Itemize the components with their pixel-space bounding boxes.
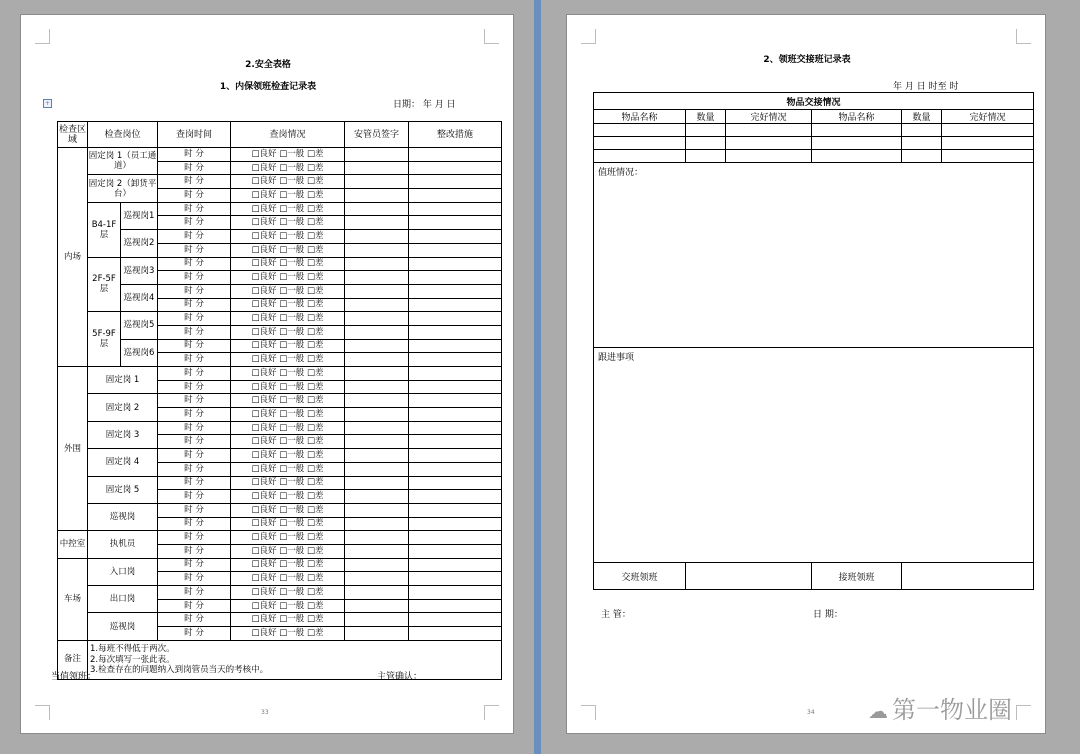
post-cell: 固定岗 1 [88,367,158,394]
status-cell: □良好 □一般 □差 [231,435,345,449]
col-header-item: 物品名称 [594,110,686,124]
measure-cell [409,421,502,435]
measure-cell [409,627,502,641]
signature-cell [345,298,409,312]
status-cell: □良好 □一般 □差 [231,408,345,422]
measure-cell [409,613,502,627]
signature-cell [345,503,409,517]
watermark [868,690,1012,725]
measure-cell [409,298,502,312]
time-cell: 时 分 [158,325,231,339]
time-cell: 时 分 [158,175,231,189]
table-row [58,586,502,600]
signature-cell [345,627,409,641]
signature-cell [345,394,409,408]
measure-cell [409,394,502,408]
measure-cell [409,503,502,517]
table-row [58,257,502,271]
signature-cell [345,421,409,435]
col-header-item: 物品名称 [812,110,902,124]
time-cell: 时 分 [158,339,231,353]
post-cell: 巡视岗1 [121,202,158,229]
col-header-qty: 数量 [686,110,726,124]
table-row [58,476,502,490]
measure-cell [409,230,502,244]
supervisor-label: 主 管： [601,610,631,620]
time-cell: 时 分 [158,476,231,490]
table-row [58,613,502,627]
measure-cell [409,216,502,230]
time-cell: 时 分 [158,148,231,162]
area-cell: 外围 [58,367,88,531]
measure-cell [409,257,502,271]
table-row [58,421,502,435]
measure-cell [409,435,502,449]
status-cell: □良好 □一般 □差 [231,148,345,162]
measure-cell [409,544,502,558]
table-row [58,312,502,326]
post-cell: 执机员 [88,531,158,558]
receiver-label: 接班领班 [812,563,902,590]
crop-mark [35,29,50,44]
crop-mark [484,705,499,720]
table-title: 2、领班交接班记录表 [763,55,851,65]
measure-cell [409,490,502,504]
status-cell: □良好 □一般 □差 [231,312,345,326]
signature-cell [345,367,409,381]
col-header-condition: 完好情况 [726,110,812,124]
wechat-icon: ☁ [868,699,888,723]
status-cell: □良好 □一般 □差 [231,462,345,476]
measure-cell [409,325,502,339]
col-header-post: 检查岗位 [88,122,158,148]
signature-cell [345,175,409,189]
table-row [58,531,502,545]
table-row [58,367,502,381]
section-heading: 2.安全表格 [245,60,291,70]
crop-mark [581,29,596,44]
col-header-area: 检查区域 [58,122,88,148]
status-cell: □良好 □一般 □差 [231,599,345,613]
post-cell: 固定岗 4 [88,449,158,476]
measure-cell [409,449,502,463]
measure-cell [409,312,502,326]
time-cell: 时 分 [158,367,231,381]
time-cell: 时 分 [158,189,231,203]
columns-row [594,110,1034,124]
status-cell: □良好 □一般 □差 [231,230,345,244]
table-move-handle-icon[interactable]: + [44,100,51,107]
post-cell: 巡视岗 [88,503,158,530]
floor-cell: B4-1F层 [88,202,121,257]
measure-cell [409,408,502,422]
signature-cell [345,148,409,162]
post-cell: 固定岗 2 [88,394,158,421]
signature-cell [345,202,409,216]
status-cell: □良好 □一般 □差 [231,421,345,435]
measure-cell [409,599,502,613]
time-cell: 时 分 [158,490,231,504]
signature-cell [345,312,409,326]
measure-cell [409,380,502,394]
followup-label: 跟进事项 [598,353,635,363]
post-cell: 巡视岗3 [121,257,158,284]
status-cell: □良好 □一般 □差 [231,531,345,545]
duty-box [594,163,1034,348]
table-row [58,449,502,463]
table-row [58,175,502,189]
receiver-sign-field [902,563,1034,590]
notes-label: 备注 [58,640,88,679]
date-line: 年 月 日 时至 时 [893,82,959,92]
note-item: 2.每次填写一张此表。 [90,654,175,665]
crop-mark [35,705,50,720]
post-cell: 固定岗 2（卸货平台） [88,175,158,202]
section-title: 物品交接情况 [594,93,1034,110]
time-cell: 时 分 [158,613,231,627]
floor-cell: 2F-5F层 [88,257,121,312]
signature-cell [345,353,409,367]
status-cell: □良好 □一般 □差 [231,325,345,339]
signature-cell [345,449,409,463]
blank-row [594,124,1034,137]
post-cell: 入口岗 [88,558,158,585]
time-cell: 时 分 [158,558,231,572]
measure-cell [409,148,502,162]
section-row [594,93,1034,110]
area-cell: 内场 [58,148,88,367]
post-cell: 巡视岗5 [121,312,158,339]
time-cell: 时 分 [158,517,231,531]
time-cell: 时 分 [158,284,231,298]
measure-cell [409,586,502,600]
measure-cell [409,284,502,298]
status-cell: □良好 □一般 □差 [231,284,345,298]
area-cell: 车场 [58,558,88,640]
status-cell: □良好 □一般 □差 [231,257,345,271]
crop-mark [1016,705,1031,720]
time-cell: 时 分 [158,271,231,285]
duty-row [594,163,1034,348]
duty-label: 值班情况： [598,168,644,178]
time-cell: 时 分 [158,298,231,312]
page-number: 33 [261,709,269,716]
note-item: 3.检查存在的问题纳入到岗管员当天的考核中。 [90,665,269,675]
table-row [58,230,502,244]
post-cell: 巡视岗6 [121,339,158,366]
note-item: 1.每班不得低于两次。 [90,644,175,654]
status-cell: □良好 □一般 □差 [231,161,345,175]
time-cell: 时 分 [158,312,231,326]
time-cell: 时 分 [158,257,231,271]
signature-cell [345,435,409,449]
signature-cell [345,544,409,558]
post-cell: 出口岗 [88,586,158,613]
measure-cell [409,367,502,381]
table-row [58,394,502,408]
status-cell: □良好 □一般 □差 [231,558,345,572]
post-cell: 固定岗 3 [88,421,158,448]
signature-cell [345,271,409,285]
status-cell: □良好 □一般 □差 [231,367,345,381]
post-cell: 巡视岗 [88,613,158,640]
table-title: 1、内保领班检查记录表 [219,82,317,92]
signature-cell [345,230,409,244]
status-cell: □良好 □一般 □差 [231,613,345,627]
time-cell: 时 分 [158,503,231,517]
followup-box [594,348,1034,563]
time-cell: 时 分 [158,449,231,463]
signature-cell [345,189,409,203]
table-row [58,339,502,353]
status-cell: □良好 □一般 □差 [231,394,345,408]
status-cell: □良好 □一般 □差 [231,476,345,490]
time-cell: 时 分 [158,531,231,545]
measure-cell [409,572,502,586]
followup-row [594,348,1034,563]
watermark-text: 第一物业圈 [892,696,1012,724]
status-cell: □良好 □一般 □差 [231,202,345,216]
col-header-qty: 数量 [902,110,942,124]
time-cell: 时 分 [158,202,231,216]
crop-mark [581,705,596,720]
notes-content [88,640,502,679]
signature-cell [345,599,409,613]
col-header-time: 查岗时间 [158,122,231,148]
signature-cell [345,380,409,394]
time-cell: 时 分 [158,627,231,641]
time-cell: 时 分 [158,462,231,476]
status-cell: □良好 □一般 □差 [231,380,345,394]
time-cell: 时 分 [158,394,231,408]
time-cell: 时 分 [158,380,231,394]
page-number: 34 [807,709,815,716]
status-cell: □良好 □一般 □差 [231,175,345,189]
status-cell: □良好 □一般 □差 [231,243,345,257]
floor-cell: 5F-9F层 [88,312,121,367]
measure-cell [409,339,502,353]
col-header-signature: 安管员签字 [345,122,409,148]
post-cell: 巡视岗2 [121,230,158,257]
status-cell: □良好 □一般 □差 [231,271,345,285]
signature-cell [345,558,409,572]
signature-cell [345,408,409,422]
signature-cell [345,517,409,531]
handover-sign-field [686,563,812,590]
status-cell: □良好 □一般 □差 [231,353,345,367]
page-33 [20,14,514,734]
status-cell: □良好 □一般 □差 [231,517,345,531]
post-cell: 固定岗 1（员工通道） [88,148,158,175]
signature-cell [345,462,409,476]
signature-cell [345,613,409,627]
page-34 [566,14,1046,734]
measure-cell [409,353,502,367]
handover-label: 交班领班 [594,563,686,590]
table-row [58,503,502,517]
col-header-status: 查岗情况 [231,122,345,148]
signature-cell [345,243,409,257]
measure-cell [409,161,502,175]
sign-row [594,563,1034,590]
crop-mark [484,29,499,44]
time-cell: 时 分 [158,408,231,422]
measure-cell [409,202,502,216]
status-cell: □良好 □一般 □差 [231,490,345,504]
post-cell: 巡视岗4 [121,284,158,311]
signature-cell [345,257,409,271]
time-cell: 时 分 [158,572,231,586]
measure-cell [409,476,502,490]
measure-cell [409,175,502,189]
status-cell: □良好 □一般 □差 [231,339,345,353]
time-cell: 时 分 [158,230,231,244]
signature-cell [345,339,409,353]
signature-cell [345,216,409,230]
page-divider [534,0,541,754]
signature-cell [345,161,409,175]
table-row [58,202,502,216]
measure-cell [409,271,502,285]
area-cell: 中控室 [58,531,88,558]
measure-cell [409,531,502,545]
signature-cell [345,284,409,298]
signature-cell [345,572,409,586]
col-header-condition: 完好情况 [942,110,1034,124]
time-cell: 时 分 [158,161,231,175]
notes-row [58,640,502,679]
date-label: 日 期： [813,610,843,620]
time-cell: 时 分 [158,216,231,230]
inspection-table [57,121,502,680]
signature-cell [345,531,409,545]
table-row [58,284,502,298]
signature-cell [345,586,409,600]
status-cell: □良好 □一般 □差 [231,586,345,600]
measure-cell [409,558,502,572]
measure-cell [409,243,502,257]
time-cell: 时 分 [158,243,231,257]
duty-lead-label: 当值领班： [51,672,97,682]
status-cell: □良好 □一般 □差 [231,298,345,312]
status-cell: □良好 □一般 □差 [231,544,345,558]
time-cell: 时 分 [158,544,231,558]
date-line: 日期： 年 月 日 [393,100,456,110]
time-cell: 时 分 [158,421,231,435]
blank-row [594,137,1034,150]
measure-cell [409,189,502,203]
crop-mark [1016,29,1031,44]
status-cell: □良好 □一般 □差 [231,572,345,586]
status-cell: □良好 □一般 □差 [231,216,345,230]
status-cell: □良好 □一般 □差 [231,449,345,463]
measure-cell [409,517,502,531]
signature-cell [345,325,409,339]
handover-table [593,92,1034,590]
supervisor-confirm-label: 主管确认： [377,672,423,682]
time-cell: 时 分 [158,435,231,449]
table-header-row [58,122,502,148]
time-cell: 时 分 [158,353,231,367]
measure-cell [409,462,502,476]
time-cell: 时 分 [158,599,231,613]
blank-row [594,150,1034,163]
table-row [58,558,502,572]
status-cell: □良好 □一般 □差 [231,189,345,203]
status-cell: □良好 □一般 □差 [231,503,345,517]
post-cell: 固定岗 5 [88,476,158,503]
status-cell: □良好 □一般 □差 [231,627,345,641]
signature-cell [345,476,409,490]
table-row [58,148,502,162]
time-cell: 时 分 [158,586,231,600]
col-header-measures: 整改措施 [409,122,502,148]
signature-cell [345,490,409,504]
